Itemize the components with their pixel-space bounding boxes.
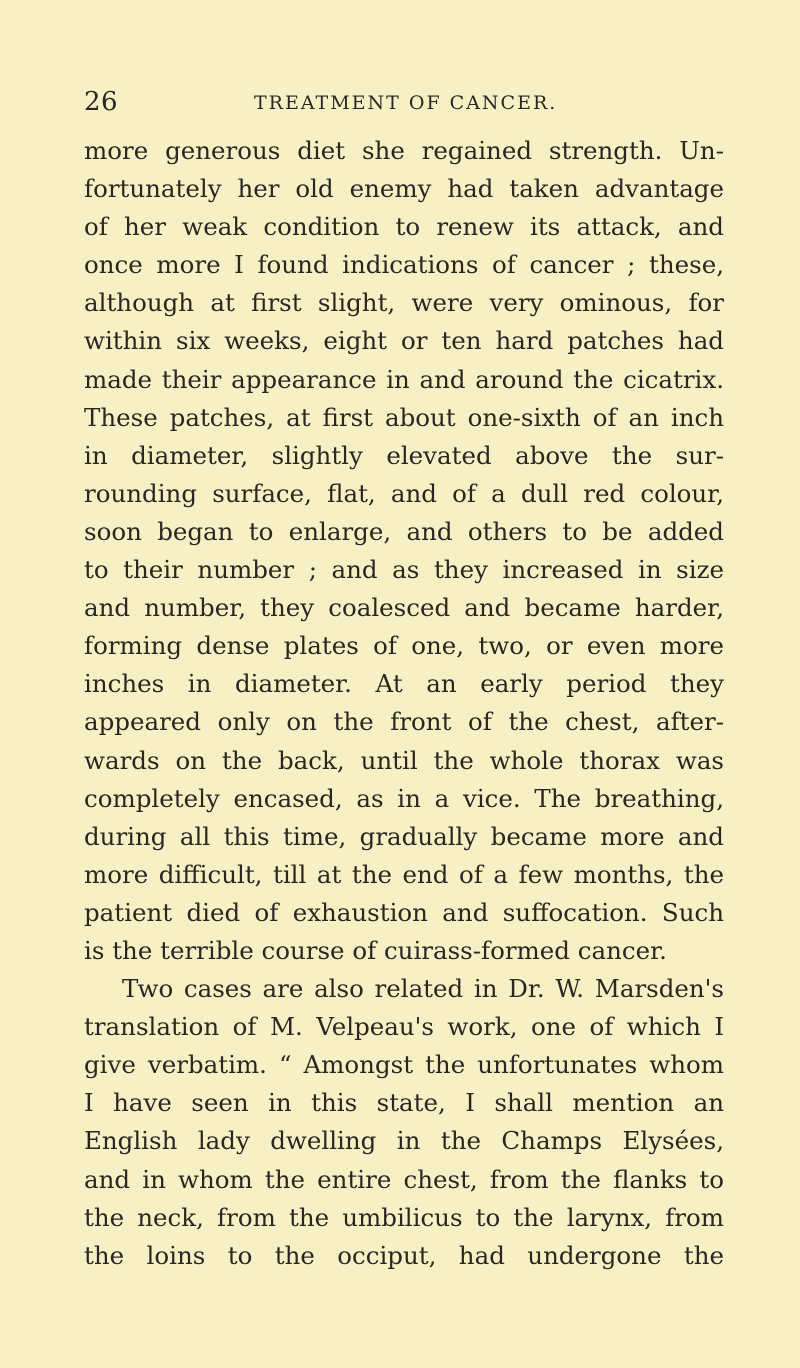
text-line: translation of M. Velpeau's work, one of which I	[84, 1012, 724, 1042]
text-line: during all this time, gradually became more and	[84, 821, 724, 851]
text-line: the loins to the occiput, had undergone the	[84, 1240, 724, 1270]
text-line: English lady dwelling in the Champs Elysées,	[84, 1126, 724, 1156]
text-line: and number, they coalesced and became harder,	[84, 593, 724, 623]
text-line: of her weak condition to renew its attack, and	[84, 212, 724, 242]
text-line: made their appearance in and around the cicatrix.	[84, 364, 724, 394]
text-line: give verbatim. “ Amongst the unfortunates whom	[84, 1050, 724, 1080]
text-line: Two cases are also related in Dr. W. Marsden's	[122, 974, 724, 1004]
text-line: patient died of exhaustion and suffocation. Such	[84, 897, 724, 927]
text-line: appeared only on the front of the chest, after-	[84, 707, 724, 737]
text-line: inches in diameter. At an early period they	[84, 669, 724, 699]
running-head	[84, 86, 724, 118]
body-text	[84, 132, 724, 1275]
text-line: wards on the back, until the whole thorax was	[84, 745, 724, 775]
text-line: once more I found indications of cancer ; these,	[84, 250, 724, 280]
text-line: although at first slight, were very ominous, for	[84, 288, 724, 318]
text-line: more generous diet she regained strength. Un-	[84, 136, 724, 165]
text-line: I have seen in this state, I shall mention an	[84, 1088, 724, 1118]
text-line: to their number ; and as they increased in size	[84, 555, 724, 585]
page-number: 26	[84, 87, 119, 117]
text-line: forming dense plates of one, two, or even more	[84, 631, 724, 661]
text-line: and in whom the entire chest, from the flanks to	[84, 1164, 724, 1194]
text-line: within six weeks, eight or ten hard patches had	[84, 326, 724, 356]
text-line: fortunately her old enemy had taken advantage	[84, 174, 724, 204]
text-line: is the terrible course of cuirass-formed cancer.	[84, 935, 667, 965]
text-line: completely encased, as in a vice. The breathing,	[84, 783, 724, 813]
text-line: soon began to enlarge, and others to be added	[84, 516, 724, 546]
text-line: rounding surface, flat, and of a dull red colour,	[84, 478, 724, 508]
text-line: more difficult, till at the end of a few months, the	[84, 859, 724, 889]
text-line: the neck, from the umbilicus to the larynx, from	[84, 1202, 724, 1232]
text-line: These patches, at first about one-sixth of an inch	[84, 402, 724, 432]
text-line: in diameter, slightly elevated above the sur-	[84, 440, 724, 470]
running-title: TREATMENT OF CANCER.	[254, 92, 558, 114]
